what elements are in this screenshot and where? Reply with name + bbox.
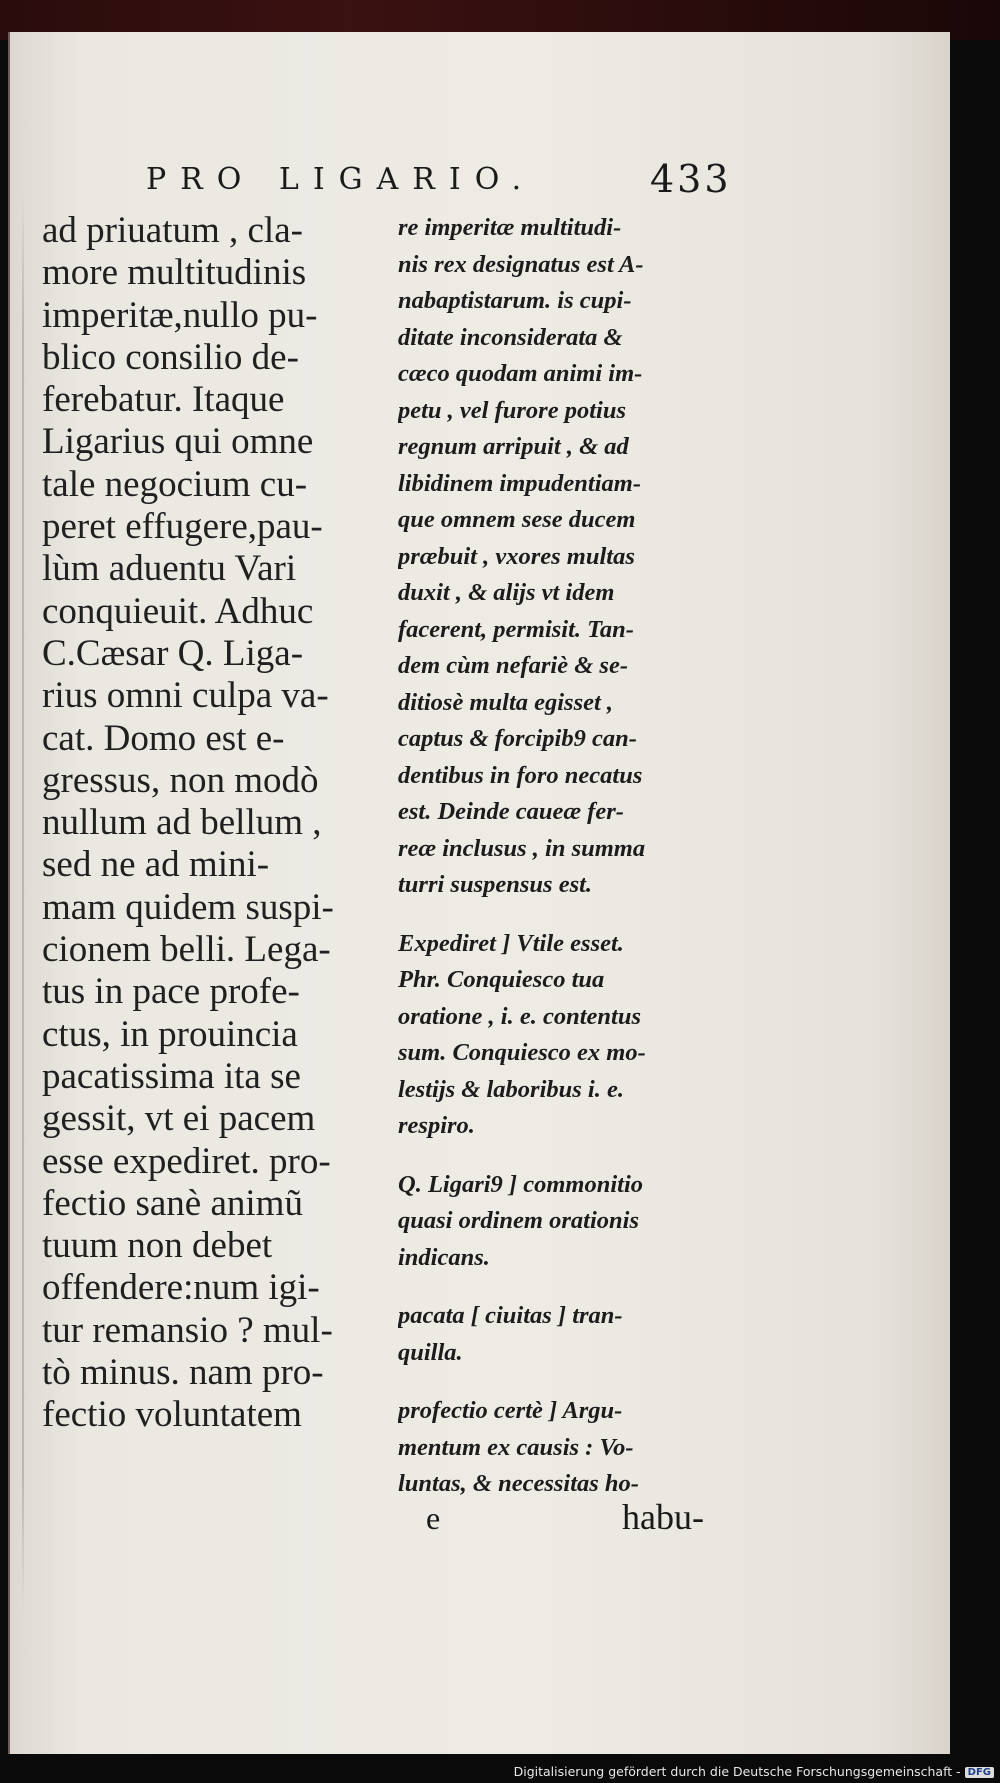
gloss-line: duxit , & alijs vt idem: [398, 579, 615, 606]
gloss-line: petu , vel furore potius: [398, 396, 626, 424]
main-text-line: fectio voluntatem: [42, 1394, 302, 1436]
gloss-line: reæ inclusus , in summa: [398, 834, 646, 862]
main-text-line: mam quidem suspi-: [42, 886, 334, 928]
gloss-line: sum. Conquiesco ex mo-: [398, 1039, 646, 1066]
gloss-line: que omnem sese ducem: [398, 506, 636, 533]
gloss-line: ditiosè multa egisset ,: [398, 688, 614, 716]
gutter-shadow: [22, 192, 24, 1612]
gloss-line: oratione , i. e. contentus: [398, 1002, 641, 1030]
gloss-line: respiro.: [398, 1112, 475, 1139]
main-text-line: ctus, in prouincia: [42, 1013, 298, 1055]
main-text-line: more multitudinis: [42, 252, 307, 294]
main-text-line: ad priuatum , cla-: [42, 210, 303, 251]
gloss-line: cæco quodam animi im-: [398, 360, 643, 387]
main-text-line: ferebatur. Itaque: [42, 379, 285, 421]
main-text-line: fectio sanè animũ: [42, 1182, 303, 1224]
main-text-line: sed ne ad mini-: [42, 844, 270, 886]
main-text-line: tus in pace profe-: [42, 971, 300, 1013]
main-text-line: cat. Domo est e-: [42, 717, 285, 759]
main-text-line: tur remansio ? mul-: [42, 1309, 333, 1351]
catchword: habu-: [622, 1497, 704, 1537]
gloss-line: profectio certè ] Argu-: [398, 1397, 623, 1424]
gloss-block: [398, 1393, 748, 1503]
gloss-line: quasi ordinem orationis: [398, 1207, 639, 1234]
gloss-line: ditate inconsiderata &: [398, 323, 623, 351]
gloss-block: [398, 1298, 748, 1371]
gloss-line: quilla.: [398, 1338, 463, 1366]
main-text-line: conquieuit. Adhuc: [42, 590, 314, 632]
gloss-line: nis rex designatus est A-: [398, 250, 644, 278]
gloss-line: mentum ex causis : Vo-: [398, 1433, 634, 1461]
gloss-line: re imperitæ multitudi-: [398, 214, 622, 241]
main-text-line: esse expediret. pro-: [42, 1140, 331, 1182]
gloss-line: Expediret ] Vtile esset.: [398, 929, 624, 957]
gloss-line: præbuit , vxores multas: [398, 542, 635, 570]
main-text-line: offendere:num igi-: [42, 1267, 320, 1309]
gloss-line: dem cùm nefariè & se-: [398, 652, 628, 679]
main-text-line: cionem belli. Lega-: [42, 929, 331, 971]
gloss-line: indicans.: [398, 1243, 490, 1271]
gloss-block: [398, 1167, 748, 1277]
main-text-line: Ligarius qui omne: [42, 421, 314, 463]
gloss-line: dentibus in foro necatus: [398, 761, 643, 789]
gloss-line: luntas, & necessitas ho-: [398, 1470, 639, 1497]
book-page: [8, 32, 950, 1754]
gloss-line: regnum arripuit , & ad: [398, 433, 629, 460]
main-text-line: rius omni culpa va-: [42, 675, 329, 717]
gloss-line: libidinem impudentiam-: [398, 469, 641, 497]
gloss-block: [398, 210, 748, 904]
main-text-line: gressus, non modò: [42, 759, 319, 801]
gloss-line: pacata [ ciuitas ] tran-: [398, 1302, 623, 1329]
dfg-logo: DFG: [965, 1767, 994, 1778]
main-text-line: tale negocium cu-: [42, 463, 308, 505]
main-text-line: blico consilio de-: [42, 336, 299, 378]
main-text-column: [42, 210, 394, 1437]
running-head: PRO LIGARIO.: [146, 162, 536, 197]
gloss-line: Q. Ligari9 ] commonitio: [398, 1170, 643, 1198]
gloss-line: est. Deinde caueæ fer-: [398, 798, 624, 825]
main-text-line: tuum non debet: [42, 1225, 273, 1267]
footer-credit: Digitalisierung gefördert durch die Deutsche Forschungsgemeinschaft -: [513, 1764, 961, 1779]
gloss-block: [398, 926, 748, 1145]
main-text-line: nullum ad bellum ,: [42, 802, 322, 844]
gloss-line: nabaptistarum. is cupi-: [398, 287, 632, 314]
marginal-gloss-column: [398, 210, 748, 1525]
gloss-line: turri suspensus est.: [398, 871, 593, 898]
main-text-line: gessit, vt ei pacem: [42, 1098, 316, 1140]
gloss-line: Phr. Conquiesco tua: [398, 966, 605, 993]
page-number: 433: [650, 157, 732, 201]
main-text-line: tò minus. nam pro-: [42, 1352, 324, 1394]
main-text-line: imperitæ,nullo pu-: [42, 294, 318, 336]
gloss-line: lestijs & laboribus i. e.: [398, 1075, 624, 1103]
gloss-line: facerent, permisit. Tan-: [398, 615, 634, 643]
signature-mark: e: [426, 1500, 441, 1536]
main-text-line: C.Cæsar Q. Liga-: [42, 632, 304, 674]
main-text-line: peret effugere,pau-: [42, 506, 323, 548]
gloss-line: captus & forcipib9 can-: [398, 725, 637, 752]
main-text-line: lùm aduentu Vari: [42, 548, 297, 590]
main-text-line: pacatissima ita se: [42, 1055, 301, 1097]
digitization-footer: [514, 1764, 994, 1779]
